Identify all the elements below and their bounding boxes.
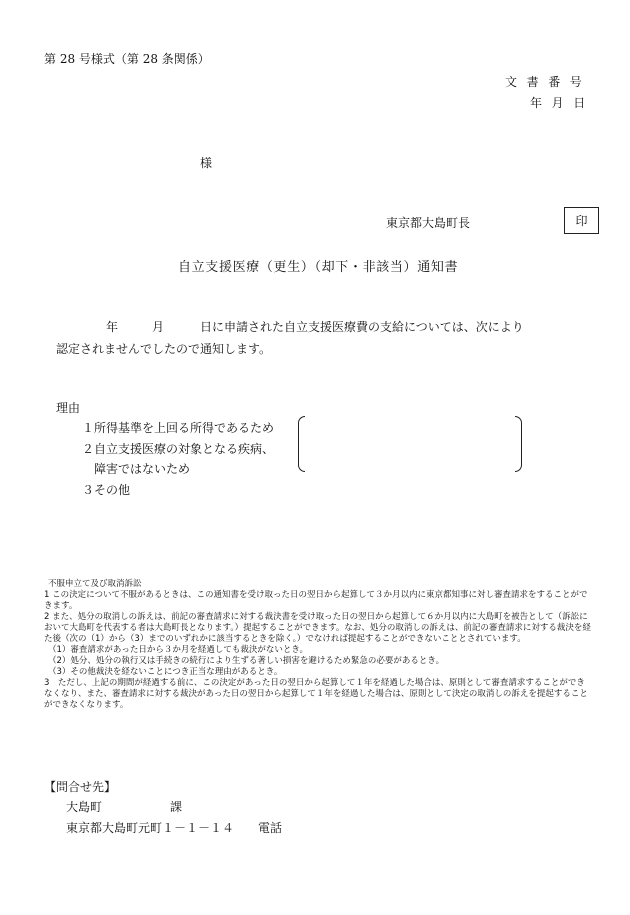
body-line-2: 認定されませんでしたので通知します。	[56, 342, 272, 356]
reason-item-1: １所得基準を上回る所得であるため	[82, 421, 275, 435]
body-year: 年	[106, 320, 119, 334]
appeal-condition-2: （2）処分、処分の執行又は手続きの続行により生ずる著しい損害を避けるため緊急の必要があるとき。	[48, 656, 445, 666]
appeal-paragraph-2: 2 また、処分の取消しの訴えは、前記の審査請求に対する裁決書を受け取った日の翌日から起算して６か月以内に大島町を被告として（訴訟において大島町を代表する者は大島町長となります。）提起することができます。なお、処分の取消しの訴えは、前記の審査請求に対する裁決を経た後（次の（1）から（3）までのいずれかに該当するときを除く。）でなければ提起することができないこととされています。	[44, 612, 591, 644]
bracket-right	[515, 416, 522, 472]
contact-heading: 【問合せ先】	[44, 780, 117, 794]
seal-box: 印	[564, 207, 599, 234]
reason-item-2a: ２自立支援医療の対象となる疾病、	[82, 442, 275, 456]
reason-item-3: ３その他	[82, 483, 131, 497]
contact-office: 大島町	[66, 800, 103, 814]
form-number: 第 28 号様式（第 28 条関係）	[44, 52, 210, 66]
appeal-condition-3: （3）その他裁決を経ないことにつき正当な理由があるとき。	[48, 667, 283, 677]
body-line-1: 日に申請された自立支援医療費の支給については、次により	[200, 320, 524, 334]
document-title: 自立支援医療（更生）（却下・非該当）通知書	[178, 260, 459, 275]
reasons-heading: 理由	[56, 401, 81, 415]
contact-phone-label: 電話	[258, 821, 283, 835]
appeal-condition-1: （1）審査請求があった日から３か月を経過しても裁決がないとき。	[48, 645, 308, 655]
appeal-notes	[44, 579, 592, 711]
issuer-name: 東京都大島町長	[386, 216, 471, 230]
contact-address: 東京都大島町元町１－１－１４	[66, 821, 235, 835]
body-month: 月	[152, 320, 165, 334]
date-label: 年月日	[530, 96, 595, 110]
recipient-honorific: 様	[200, 156, 213, 170]
reason-item-2b: 障害ではないため	[94, 462, 191, 476]
appeal-heading: 不服申立て及び取消訴訟	[48, 579, 142, 589]
appeal-paragraph-1: 1 この決定について不服があるときは、この通知書を受け取った日の翌日から起算して３か月以内に東京都知事に対し審査請求をすることができます。	[44, 590, 588, 611]
document-number-label: 文書番号	[505, 75, 592, 89]
contact-section: 課	[170, 800, 183, 814]
appeal-paragraph-3: 3 ただし、上記の期間が経過する前に、この決定があった日の翌日から起算して１年を経過した場合は、原則として審査請求することができなくなり、また、審査請求に対する裁決があった日の翌日から起算して１年を経過した場合は、原則として決定の取消しの訴えを提起することができなくなります。	[44, 678, 588, 710]
bracket-left	[298, 416, 305, 472]
